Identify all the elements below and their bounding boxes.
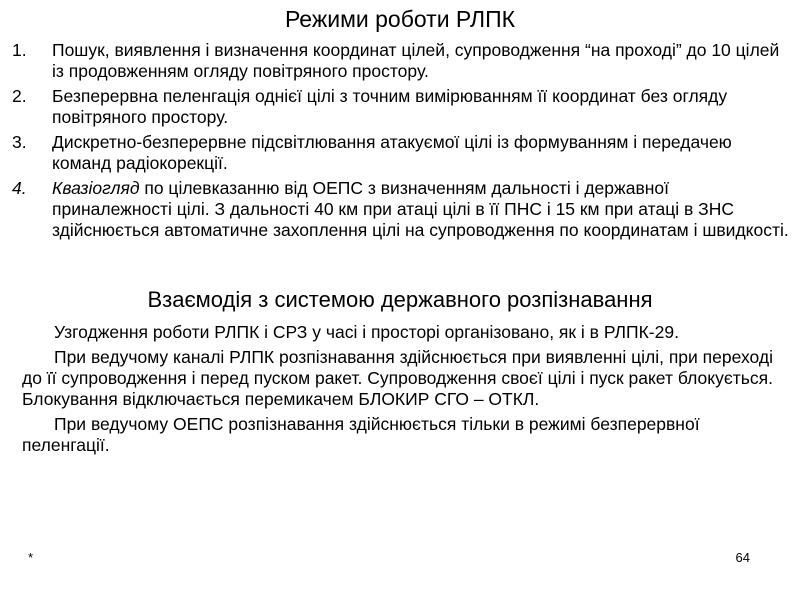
list-item bbox=[12, 178, 792, 241]
slide-title: Режими роботи РЛПК bbox=[284, 6, 516, 32]
list-item-text: Дискретно-безперервне підсвітлювання атакуємої цілі із формуванням і передачею команд радіокорекції. bbox=[52, 132, 732, 173]
list-item-number: 1. bbox=[12, 40, 27, 60]
footer-marker: * bbox=[28, 550, 34, 565]
list-item bbox=[12, 86, 792, 128]
list-item-text: Пошук, виявлення і визначення координат цілей, супроводження “на проході” до 10 цілей із продовженням огляду повітряного простору. bbox=[52, 40, 780, 81]
list-item-lead-term: Квазіогляд bbox=[52, 178, 140, 198]
list-item-number: 4. bbox=[12, 178, 27, 198]
list-item-text: Безперервна пеленгація однієї цілі з точним вимірюванням її координат без огляду повітряного простору. bbox=[52, 86, 728, 127]
paragraph: Узгодження роботи РЛПК і СРЗ у часі і просторі організовано, як і в РЛПК-29. bbox=[54, 322, 679, 342]
list-item-text: по цілевказанню від ОЕПС з визначенням дальності і державної приналежності цілі. З дальності 40 км при атаці цілі в її ПНС і 15 км при атаці в ЗНС здійснюється автоматичне захоплення цілі на супроводження по координатам і швидкості. bbox=[52, 178, 789, 240]
list-item bbox=[12, 40, 792, 82]
section-title: Взаємодія з системою державного розпізнавання bbox=[147, 287, 653, 312]
modes-list bbox=[12, 40, 792, 245]
paragraph: При ведучому каналі РЛПК розпізнавання здійснюється при виявленні цілі, при переході до її супроводження і перед пуском ракет. Супроводження своєї цілі і пуск ракет блокується. Блокування відключається перемикачем БЛОКИР СГО – ОТКЛ. bbox=[22, 347, 773, 409]
page-number: 64 bbox=[735, 550, 750, 565]
paragraph: При ведучому ОЕПС розпізнавання здійснюється тільки в режимі безперервної пеленгації. bbox=[22, 414, 700, 455]
list-item-number: 3. bbox=[12, 132, 27, 152]
section-body bbox=[22, 322, 782, 460]
list-item-number: 2. bbox=[12, 86, 27, 106]
list-item bbox=[12, 132, 792, 174]
